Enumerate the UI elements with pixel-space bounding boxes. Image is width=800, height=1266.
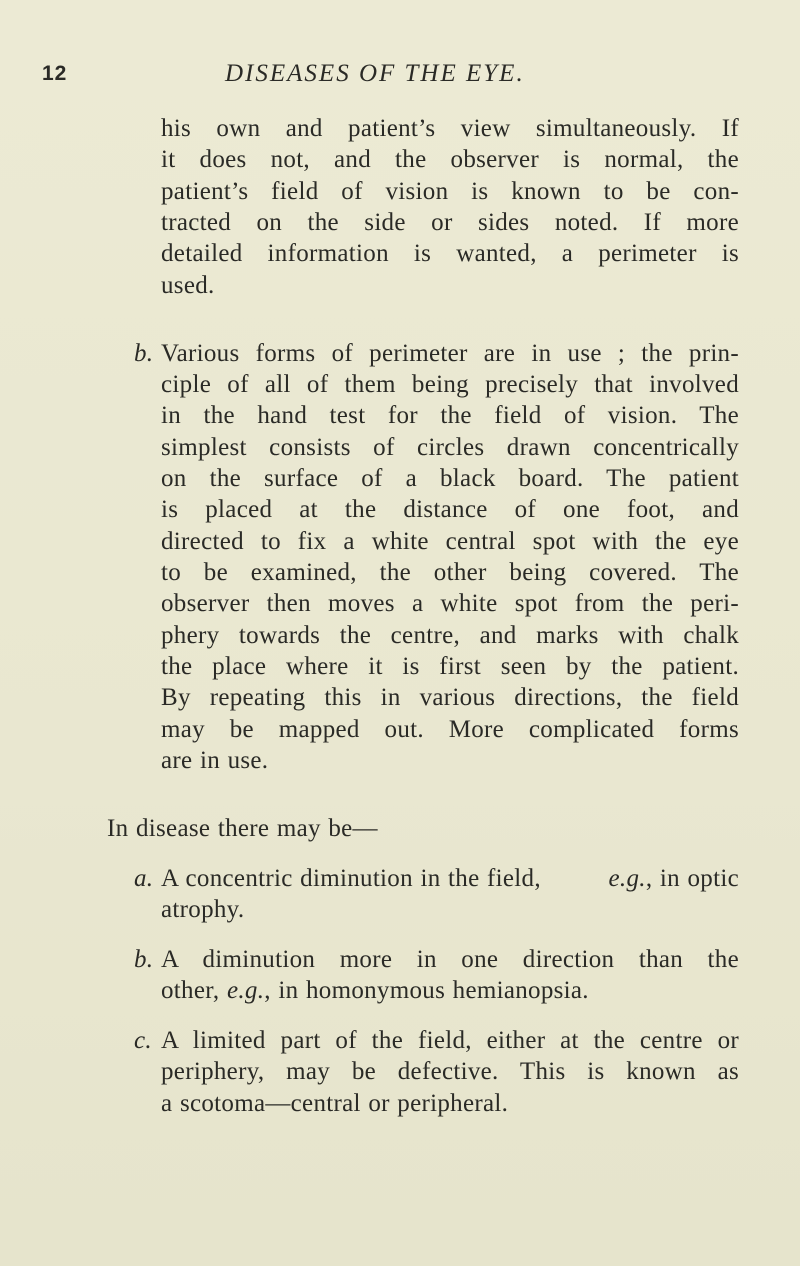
text-line [161,975,589,1007]
list-marker: c. [134,1027,152,1054]
text-line: A limited part of the field, either at the centre or [161,1027,739,1054]
text-line: detailed information is wanted, a perimeter is [161,240,739,267]
text-span: other, [161,977,220,1004]
text-line: phery towards the centre, and marks with chalk [161,622,739,649]
list-marker: b. [134,946,154,973]
page-header [0,57,800,91]
abbreviation-eg: e.g. [608,865,646,892]
text-line [161,863,739,895]
text-line: the place where it is first seen by the patient. [161,653,739,680]
text-line: it does not, and the observer is normal, the [161,146,739,173]
paragraph-lead: In disease there may be— [107,815,378,842]
text-line: By repeating this in various directions, the field [161,684,739,711]
text-span: A concentric diminution in the field, [161,865,541,892]
text-span [609,863,739,895]
text-line: tracted on the side or sides noted. If more [161,209,739,236]
text-line: is placed at the distance of one foot, and [161,496,739,523]
text-span: , in optic [645,865,739,892]
list-marker: a. [134,865,154,892]
paragraph-marker: b. [134,340,154,367]
text-line: simplest consists of circles drawn concentrically [161,434,739,461]
text-line: ciple of all of them being precisely that involved [161,371,739,398]
text-line: A diminution more in one direction than the [161,946,739,973]
text-line: in the hand test for the field of vision. The [161,402,739,429]
abbreviation-eg: e.g. [226,977,265,1004]
text-span: , in homonymous hemianopsia. [264,977,589,1004]
text-line: directed to fix a white central spot with the eye [161,528,739,555]
page-number: 12 [42,62,68,85]
text-line: may be mapped out. More complicated forms [161,716,739,743]
text-line: observer then moves a white spot from the peri- [161,590,739,617]
text-line: used. [161,272,215,299]
text-line: atrophy. [161,896,245,923]
text-line: a scotoma—central or peripheral. [161,1090,509,1117]
text-line: to be examined, the other being covered. The [161,559,739,586]
running-head: DISEASES OF THE EYE. [225,60,525,87]
text-line: his own and patient’s view simultaneously. If [161,115,739,142]
text-line: periphery, may be defective. This is known as [161,1058,739,1085]
text-line: Various forms of perimeter are in use ; the prin- [161,340,739,367]
text-line: patient’s field of vision is known to be con- [161,178,739,205]
text-line: are in use. [161,747,269,774]
text-line: on the surface of a black board. The patient [161,465,739,492]
